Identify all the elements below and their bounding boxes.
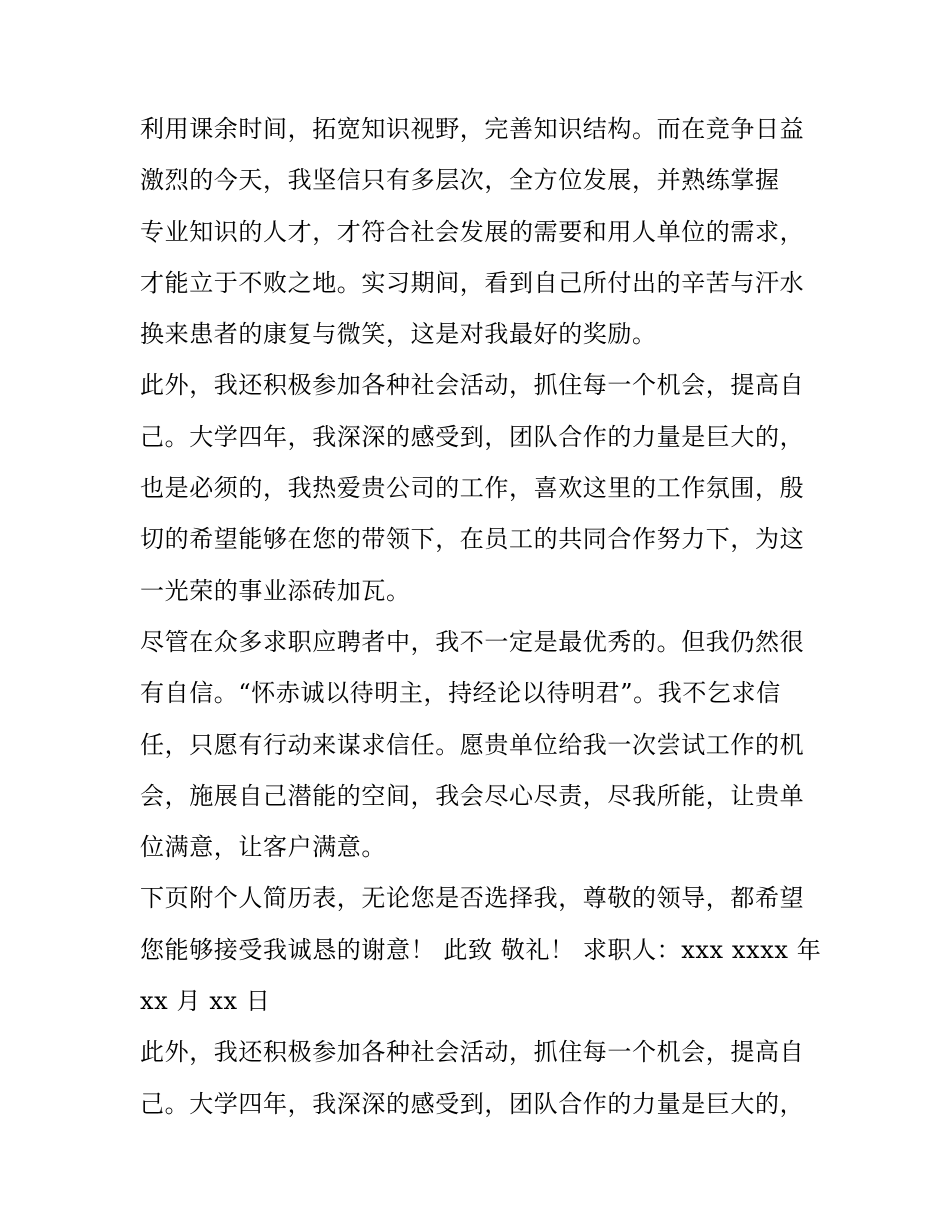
text-line: 切的希望能够在您的带领下，在员工的共同合作努力下，为这 bbox=[140, 525, 805, 554]
text-line: 换来患者的康复与微笑，这是对我最好的奖励。 bbox=[140, 320, 657, 349]
text-line: 有自信。“怀赤诚以待明主，持经论以待明君”。我不乞求信 bbox=[140, 679, 781, 708]
text-line: xx 月 xx 日 bbox=[140, 987, 271, 1016]
text-line: 利用课余时间，拓宽知识视野，完善知识结构。而在竞争日益 bbox=[140, 115, 805, 143]
text-line: 才能立于不败之地。实习期间，看到自己所付出的辛苦与汗水 bbox=[140, 268, 805, 297]
text-line: 此外，我还积极参加各种社会活动，抓住每一个机会，提高自 bbox=[140, 371, 805, 400]
text-line: 专业知识的人才，才符合社会发展的需要和用人单位的需求， bbox=[140, 217, 805, 246]
text-line: 任，只愿有行动来谋求信任。愿贵单位给我一次尝试工作的机 bbox=[140, 730, 805, 759]
text-line: 此外，我还积极参加各种社会活动，抓住每一个机会，提高自 bbox=[140, 1038, 805, 1067]
text-line: 会，施展自己潜能的空间，我会尽心尽责，尽我所能，让贵单 bbox=[140, 781, 805, 810]
text-line: 也是必须的，我热爱贵公司的工作，喜欢这里的工作氛围，殷 bbox=[140, 474, 805, 503]
text-line: 尽管在众多求职应聘者中，我不一定是最优秀的。但我仍然很 bbox=[140, 627, 805, 656]
text-line: 位满意，让客户满意。 bbox=[140, 833, 386, 862]
text-line: 一光荣的事业添砖加瓦。 bbox=[140, 576, 411, 605]
text-line: 下页附个人简历表，无论您是否选择我，尊敬的领导，都希望 bbox=[140, 884, 805, 913]
document-body bbox=[140, 104, 820, 1130]
text-line: 激烈的今天，我坚信只有多层次，全方位发展，并熟练掌握 bbox=[140, 166, 780, 195]
text-line: 己。大学四年，我深深的感受到，团队合作的力量是巨大的， bbox=[140, 1089, 805, 1118]
text-line: 您能够接受我诚恳的谢意！ 此致 敬礼！ 求职人：xxx xxxx 年 bbox=[140, 935, 822, 964]
text-line: 己。大学四年，我深深的感受到，团队合作的力量是巨大的， bbox=[140, 422, 805, 451]
